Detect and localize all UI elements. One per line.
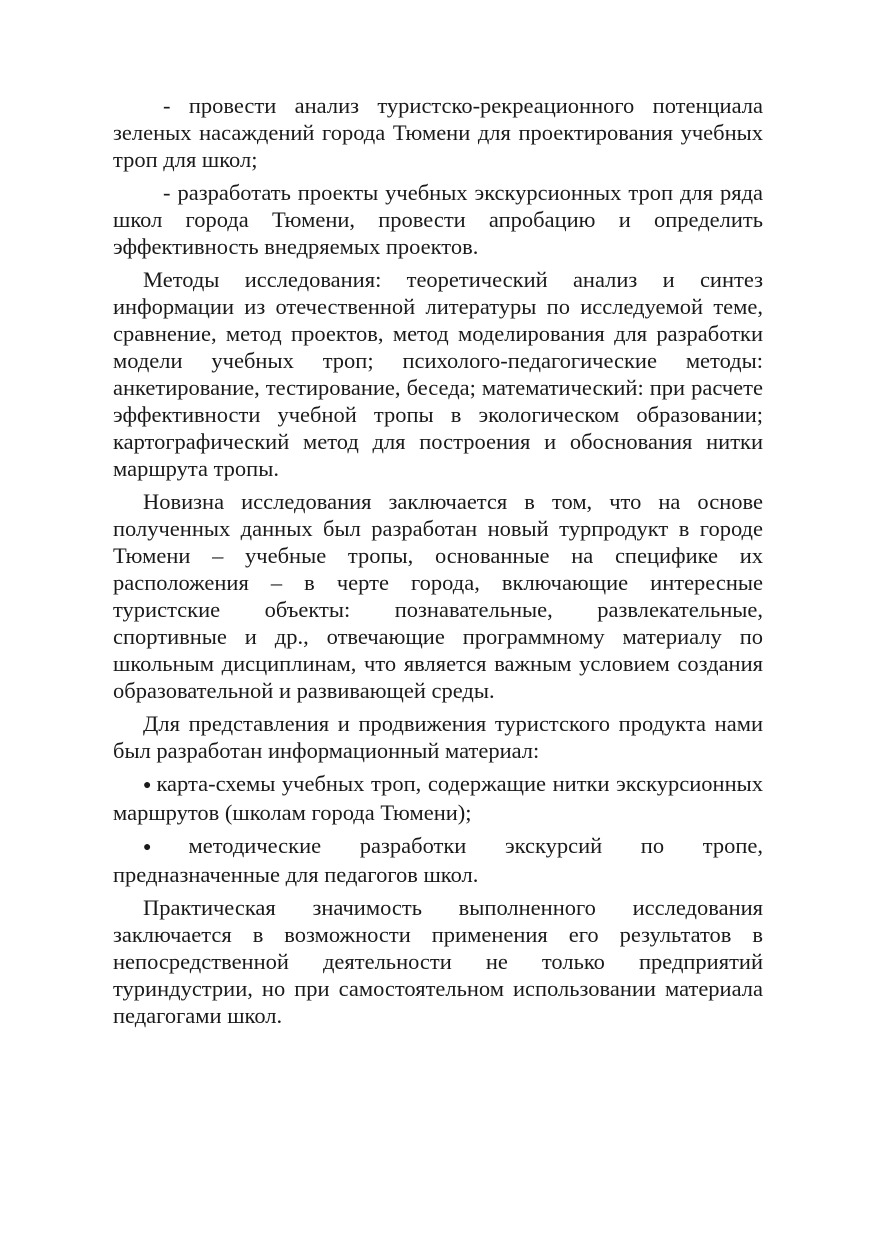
bullet-icon: ● [143, 840, 185, 855]
list-item [113, 770, 763, 826]
novelty-paragraph: Новизна исследования заключается в том, что на основе полученных данных был разработан новый турпродукт в городе Тюмени – учебные тропы, основанные на специфике их расположения – в черте города, включающие интересные туристские объекты: познавательные, развлекательные, спортивные и др., отвечающие программному материалу по школьным дисциплинам, что является важным условием создания образовательной и развивающей среды. [113, 489, 763, 703]
document-page [113, 92, 763, 1035]
task-paragraph-1: - провести анализ туристско-рекреационного потенциала зеленых насаждений города Тюмени для проектирования учебных троп для школ; [113, 93, 763, 172]
list-item [113, 832, 763, 888]
task-paragraph-2: - разработать проекты учебных экскурсионных троп для ряда школ города Тюмени, провести апробацию и определить эффективность внедряемых проектов. [113, 180, 763, 259]
list-item-text: методические разработки экскурсий по тропе, предназначенные для педагогов школ. [113, 833, 763, 887]
bullet-icon: ● [143, 778, 153, 793]
promotion-paragraph: Для представления и продвижения туристского продукта нами был разработан информационный материал: [113, 711, 763, 763]
significance-paragraph: Практическая значимость выполненного исследования заключается в возможности применения его результатов в непосредственной деятельности не только предприятий туриндустрии, но при самостоятельном использовании материала педагогами школ. [113, 895, 763, 1028]
methods-paragraph: Методы исследования: теоретический анализ и синтез информации из отечественной литературы по исследуемой теме, сравнение, метод проектов, метод моделирования для разработки модели учебных троп; психолого-педагогические методы: анкетирование, тестирование, беседа; математический: при расчете эффективности учебной тропы в экологическом образовании; картографический метод для построения и обоснования нитки маршрута тропы. [113, 267, 763, 481]
list-item-text: карта-схемы учебных троп, содержащие нитки экскурсионных маршрутов (школам города Тюмени); [113, 771, 764, 825]
